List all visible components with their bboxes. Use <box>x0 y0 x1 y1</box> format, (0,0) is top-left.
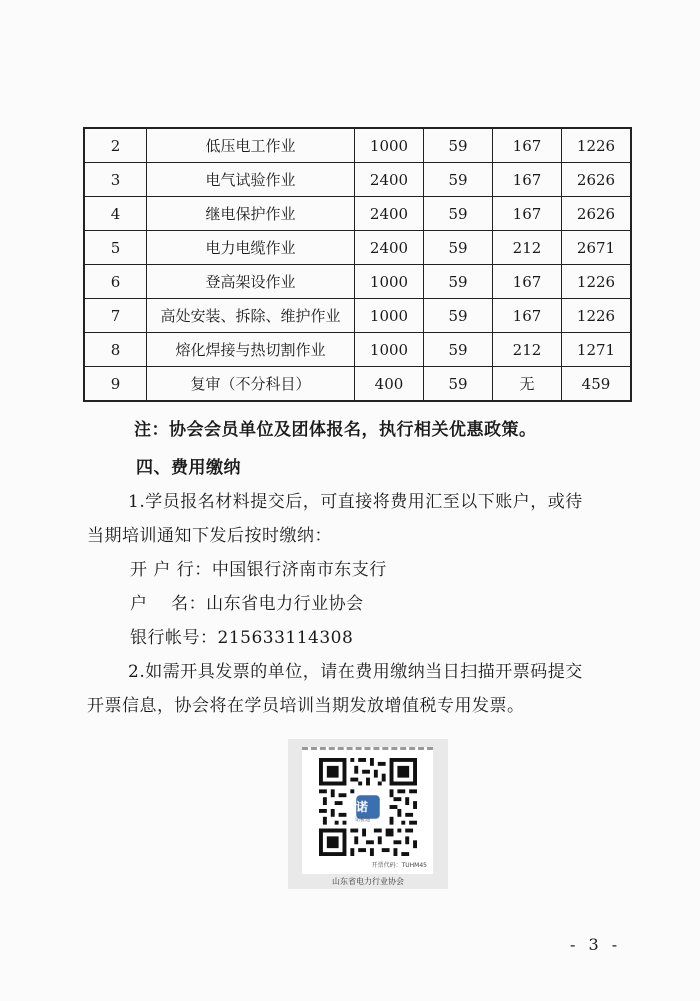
table-row <box>84 163 631 197</box>
item-name-cell: 高处安装、拆除、维护作业 <box>147 299 355 333</box>
exam-fee-cell: 212 <box>493 333 562 367</box>
bank-open-value: 中国银行济南市东支行 <box>211 560 387 580</box>
paragraph-1-line-1: 1.学员报名材料提交后，可直接将费用汇至以下账户，或待 <box>128 492 583 512</box>
bank-account-line <box>130 623 353 648</box>
training-fee-cell: 2400 <box>355 197 424 231</box>
exam-fee-cell: 167 <box>493 197 562 231</box>
bank-name-label: 户 名： <box>130 594 207 614</box>
bank-open-line <box>130 555 387 580</box>
item-name-cell: 熔化焊接与热切割作业 <box>147 333 355 367</box>
item-name-cell: 低压电工作业 <box>147 128 355 163</box>
item-name-cell: 继电保护作业 <box>147 197 355 231</box>
material-fee-cell: 59 <box>424 128 493 163</box>
exam-fee-cell: 167 <box>493 128 562 163</box>
table-row <box>84 333 631 367</box>
total-fee-cell: 2671 <box>562 231 632 265</box>
section-heading: 四、费用缴纳 <box>136 458 241 478</box>
row-number-cell: 7 <box>84 299 147 333</box>
training-fee-cell: 2400 <box>355 163 424 197</box>
bank-account-value: 215633114308 <box>217 628 354 648</box>
total-fee-cell: 1226 <box>562 128 632 163</box>
training-fee-cell: 2400 <box>355 231 424 265</box>
exam-fee-cell: 167 <box>493 265 562 299</box>
table-row <box>84 197 631 231</box>
row-number-cell: 9 <box>84 367 147 402</box>
fee-table <box>83 127 632 402</box>
material-fee-cell: 59 <box>424 333 493 367</box>
bank-open-label: 开 户 行： <box>130 560 212 580</box>
page-number: - 3 - <box>570 935 622 954</box>
bank-name-line <box>130 589 364 614</box>
qr-logo-subtext: 诺税通 <box>355 817 371 823</box>
total-fee-cell: 1226 <box>562 299 632 333</box>
exam-fee-cell: 212 <box>493 231 562 265</box>
item-name-cell: 电气试验作业 <box>147 163 355 197</box>
material-fee-cell: 59 <box>424 197 493 231</box>
material-fee-cell: 59 <box>424 163 493 197</box>
training-fee-cell: 1000 <box>355 333 424 367</box>
qr-logo-text: 诺 <box>356 800 369 814</box>
row-number-cell: 5 <box>84 231 147 265</box>
bank-name-value: 山东省电力行业协会 <box>206 594 364 614</box>
invoice-qr-card[interactable] <box>288 739 448 889</box>
material-fee-cell: 59 <box>424 299 493 333</box>
total-fee-cell: 2626 <box>562 197 632 231</box>
bank-account-label: 银行帐号： <box>130 628 218 648</box>
training-fee-cell: 400 <box>355 367 424 402</box>
item-name-cell: 复审（不分科目） <box>147 367 355 402</box>
table-row <box>84 128 631 163</box>
table-row <box>84 265 631 299</box>
paragraph-2-line-2: 开票信息，协会将在学员培训当期发放增值税专用发票。 <box>87 696 525 716</box>
qr-ticket <box>302 747 433 874</box>
total-fee-cell: 459 <box>562 367 632 402</box>
exam-fee-cell: 无 <box>493 367 562 402</box>
item-name-cell: 登高架设作业 <box>147 265 355 299</box>
row-number-cell: 2 <box>84 128 147 163</box>
row-number-cell: 8 <box>84 333 147 367</box>
paragraph-1-line-2: 当期培训通知下发后按时缴纳： <box>87 526 332 546</box>
row-number-cell: 3 <box>84 163 147 197</box>
training-fee-cell: 1000 <box>355 128 424 163</box>
total-fee-cell: 1226 <box>562 265 632 299</box>
total-fee-cell: 2626 <box>562 163 632 197</box>
exam-fee-cell: 167 <box>493 299 562 333</box>
table-row <box>84 299 631 333</box>
qr-caption: 山东省电力行业协会 <box>332 877 404 886</box>
item-name-cell: 电力电缆作业 <box>147 231 355 265</box>
note-text: 注：协会会员单位及团体报名，执行相关优惠政策。 <box>134 420 537 440</box>
material-fee-cell: 59 <box>424 231 493 265</box>
row-number-cell: 4 <box>84 197 147 231</box>
row-number-cell: 6 <box>84 265 147 299</box>
total-fee-cell: 1271 <box>562 333 632 367</box>
material-fee-cell: 59 <box>424 367 493 402</box>
qr-invoice-code: 开票代码：TUHM45 <box>371 862 427 869</box>
table-row <box>84 367 631 402</box>
training-fee-cell: 1000 <box>355 265 424 299</box>
material-fee-cell: 59 <box>424 265 493 299</box>
training-fee-cell: 1000 <box>355 299 424 333</box>
exam-fee-cell: 167 <box>493 163 562 197</box>
paragraph-2-line-1: 2.如需开具发票的单位，请在费用缴纳当日扫描开票码提交 <box>128 662 583 682</box>
table-row <box>84 231 631 265</box>
